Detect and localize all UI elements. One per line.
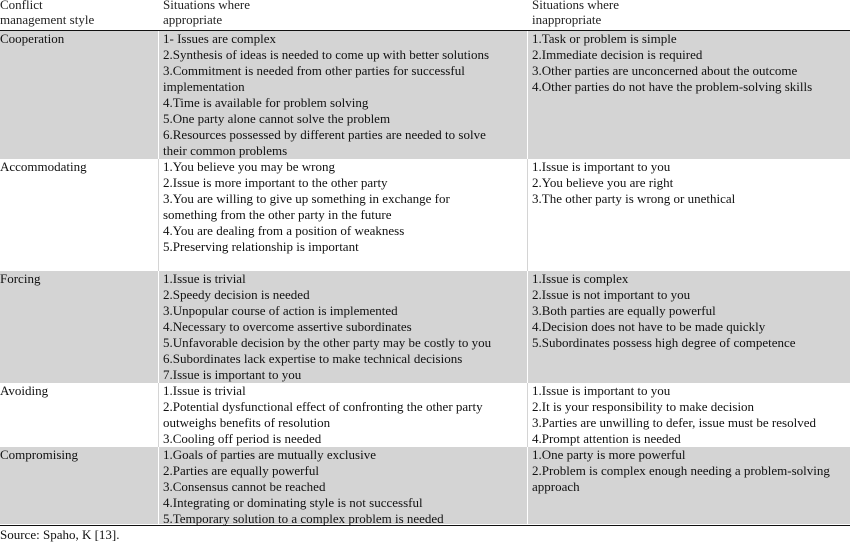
list-item: 3.Cooling off period is needed	[163, 431, 322, 446]
appropriate-list	[163, 31, 528, 159]
list-item: 3.Consensus cannot be reached	[163, 479, 326, 494]
list-item: 5.Preserving relationship is important	[163, 239, 359, 254]
list-item: 1.You believe you may be wrong	[163, 159, 335, 174]
list-item: 6.Subordinates lack expertise to make technical decisions	[163, 351, 463, 366]
list-item: 2.Problem is complex enough needing a problem-solving	[532, 463, 830, 478]
inappropriate-list	[532, 271, 850, 383]
list-item: 2.Parties are equally powerful	[163, 463, 319, 478]
list-item: outweighs benefits of resolution	[163, 415, 331, 430]
list-item: 4.Necessary to overcome assertive subordinates	[163, 319, 412, 334]
list-item: 1.One party is more powerful	[532, 447, 686, 462]
table-row	[0, 383, 850, 447]
header-inappropriate-line2: inappropriate	[532, 12, 602, 27]
list-item: 5.Unfavorable decision by the other party may be costly to you	[163, 335, 492, 350]
list-item: 4.Other parties do not have the problem-solving skills	[532, 79, 813, 94]
list-item: 2.Potential dysfunctional effect of confronting the other party	[163, 399, 483, 414]
inappropriate-list	[532, 31, 850, 159]
list-item: 4.Decision does not have to be made quickly	[532, 319, 766, 334]
appropriate-list	[163, 447, 528, 524]
header-appropriate-line2: appropriate	[163, 12, 223, 27]
list-item: 2.Issue is not important to you	[532, 287, 691, 302]
list-item: 1.Issue is trivial	[163, 271, 246, 286]
list-item: 5.Subordinates possess high degree of competence	[532, 335, 796, 350]
list-item: 1.Issue is important to you	[532, 383, 671, 398]
inappropriate-list	[532, 383, 850, 447]
list-item: 1- Issues are complex	[163, 31, 276, 46]
list-item: implementation	[163, 79, 245, 94]
list-item: 1.Issue is complex	[532, 271, 629, 286]
style-name: Avoiding	[0, 383, 159, 447]
list-item: 4.Integrating or dominating style is not successful	[163, 495, 423, 510]
appropriate-list	[163, 271, 528, 383]
list-item: 5.Temporary solution to a complex problem is needed	[163, 511, 444, 526]
list-item: 3.Unpopular course of action is implemented	[163, 303, 398, 318]
list-item: 3.Other parties are unconcerned about the outcome	[532, 63, 798, 78]
list-item: 4.Time is available for problem solving	[163, 95, 369, 110]
list-item: 2.Synthesis of ideas is needed to come up with better solutions	[163, 47, 490, 62]
style-name: Accommodating	[0, 159, 159, 271]
list-item: 5.One party alone cannot solve the problem	[163, 111, 391, 126]
list-item: their common problems	[163, 143, 288, 158]
list-item: 3.Both parties are equally powerful	[532, 303, 716, 318]
table-row	[0, 271, 850, 383]
appropriate-list	[163, 159, 528, 271]
inappropriate-list	[532, 447, 850, 524]
header-appropriate	[163, 0, 527, 27]
table-row	[0, 447, 850, 524]
list-item: 2.You believe you are right	[532, 175, 674, 190]
table-body	[0, 31, 850, 524]
header-style-line2: management style	[0, 12, 95, 27]
style-name: Cooperation	[0, 31, 159, 159]
list-item: 4.Prompt attention is needed	[532, 431, 681, 446]
list-item: 7.Issue is important to you	[163, 367, 302, 382]
list-item: 3.You are willing to give up something in exchange for	[163, 191, 450, 206]
list-item: 2.Speedy decision is needed	[163, 287, 310, 302]
list-item: 2.Issue is more important to the other party	[163, 175, 388, 190]
list-item: 3.Parties are unwilling to defer, issue must be resolved	[532, 415, 816, 430]
appropriate-list	[163, 383, 528, 447]
list-item: 2.It is your responsibility to make decision	[532, 399, 755, 414]
style-name: Forcing	[0, 271, 159, 383]
list-item: 1.Issue is trivial	[163, 383, 246, 398]
list-item: 1.Goals of parties are mutually exclusive	[163, 447, 376, 462]
header-inappropriate-line1: Situations where	[532, 0, 620, 12]
list-item: 6.Resources possessed by different parties are needed to solve	[163, 127, 486, 142]
list-item: 3.Commitment is needed from other parties for successful	[163, 63, 465, 78]
header-style-line1: Conflict	[0, 0, 43, 12]
list-item: 3.The other party is wrong or unethical	[532, 191, 736, 206]
header-appropriate-line1: Situations where	[163, 0, 251, 12]
list-item: 4.You are dealing from a position of weakness	[163, 223, 405, 238]
inappropriate-list	[532, 159, 850, 271]
list-item: 2.Immediate decision is required	[532, 47, 703, 62]
header-style	[0, 0, 158, 27]
table-header	[0, 0, 850, 31]
list-item: 1.Issue is important to you	[532, 159, 671, 174]
list-item: something from the other party in the future	[163, 207, 392, 222]
style-name: Compromising	[0, 447, 159, 524]
source-note: Source: Spaho, K [13].	[0, 525, 850, 543]
list-item: 1.Task or problem is simple	[532, 31, 677, 46]
header-inappropriate	[532, 0, 850, 27]
table-row	[0, 31, 850, 159]
table-row	[0, 159, 850, 271]
list-item: approach	[532, 479, 580, 494]
